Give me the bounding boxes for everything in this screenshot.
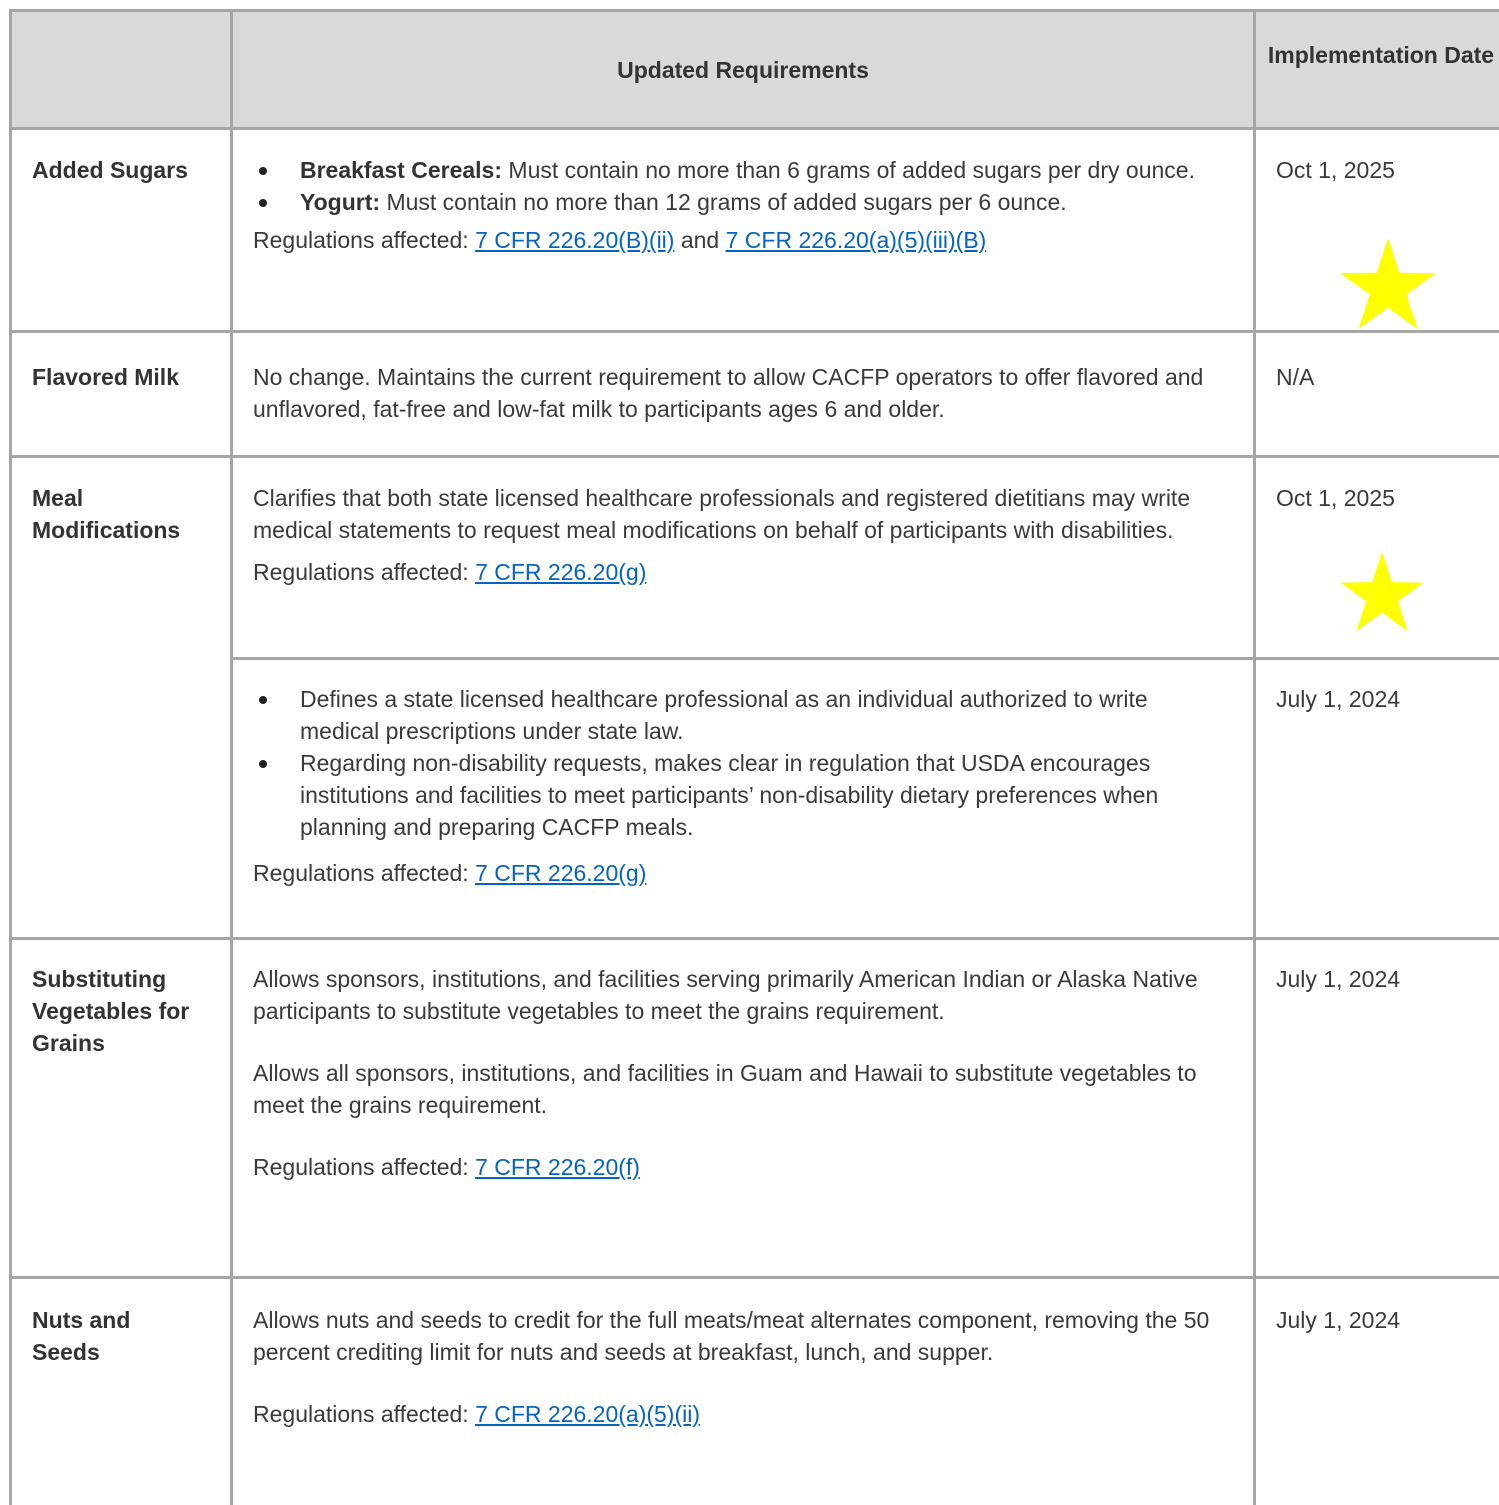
bullet-heading: Yogurt:	[300, 189, 381, 215]
bullet-list	[253, 683, 1233, 843]
column-header-date: Implementation Date	[1267, 42, 1495, 68]
implementation-date: July 1, 2024	[1276, 686, 1401, 712]
regulations-label: Regulations affected:	[253, 860, 476, 886]
implementation-date: Oct 1, 2025	[1276, 157, 1395, 183]
meal-modifications-requirements	[253, 482, 1233, 588]
list-item	[253, 154, 1233, 186]
requirement-text: Allows sponsors, institutions, and facilities serving primarily American Indian or Alaska Native participants to substitute vegetables to meet the grains requirement.	[253, 966, 1198, 1024]
list-item	[253, 683, 1233, 747]
table-border	[9, 9, 1499, 12]
list-item	[253, 186, 1233, 218]
regulation-link[interactable]: 7 CFR 226.20(a)(5)(iii)(B)	[725, 227, 987, 253]
regulation-link[interactable]: 7 CFR 226.20(g)	[475, 860, 647, 886]
column-header-requirements: Updated Requirements	[617, 57, 869, 83]
bullet-heading: Breakfast Cereals:	[300, 157, 503, 183]
meal-modifications-requirements-2	[253, 683, 1233, 889]
regulations-label: Regulations affected:	[253, 559, 476, 585]
implementation-date: Oct 1, 2025	[1276, 485, 1395, 511]
implementation-date: N/A	[1276, 364, 1315, 390]
regulations-affected	[253, 224, 1233, 256]
regulations-affected	[253, 1398, 1233, 1430]
bullet-text: Must contain no more than 12 grams of added sugars per 6 ounce.	[380, 189, 1067, 215]
nuts-and-seeds-requirements	[253, 1304, 1233, 1430]
regulations-label: Regulations affected:	[253, 227, 476, 253]
star-icon	[1340, 238, 1436, 330]
bullet-icon	[259, 760, 267, 768]
bullet-text: Defines a state licensed healthcare professional as an individual authorized to write medical prescriptions under state law.	[300, 686, 1148, 744]
requirement-text: Clarifies that both state licensed healthcare professionals and registered dietitians may write medical statements to request meal modifications on behalf of participants with disabilities.	[253, 485, 1191, 543]
table-border	[9, 455, 1499, 458]
table-border	[1253, 9, 1256, 1505]
bullet-icon	[259, 199, 267, 207]
regulations-label: Regulations affected:	[253, 1154, 476, 1180]
bullet-text: Regarding non-disability requests, makes clear in regulation that USDA encourages institutions and facilities to meet participants’ non-disability dietary preferences when planning and preparing CACFP meals.	[300, 750, 1159, 840]
row-label-nuts-and-seeds: Nuts and Seeds	[32, 1307, 131, 1365]
table-border	[230, 9, 233, 1505]
regulation-link[interactable]: 7 CFR 226.20(g)	[475, 559, 647, 585]
bullet-list	[253, 154, 1233, 218]
row-label-flavored-milk: Flavored Milk	[32, 364, 179, 390]
regulation-link[interactable]: 7 CFR 226.20(f)	[475, 1154, 640, 1180]
regulation-link[interactable]: 7 CFR 226.20(a)(5)(ii)	[475, 1401, 701, 1427]
regulations-label: Regulations affected:	[253, 1401, 476, 1427]
table-border	[9, 1276, 1499, 1279]
bullet-icon	[259, 167, 267, 175]
added-sugars-requirements	[253, 154, 1233, 256]
regulations-separator: and	[674, 227, 726, 253]
regulations-affected	[253, 556, 1233, 588]
table-border	[9, 9, 12, 1505]
row-label-substituting-vegetables: Substituting Vegetables for Grains	[32, 966, 190, 1056]
regulations-affected	[253, 1151, 1233, 1183]
flavored-milk-requirements: No change. Maintains the current requirement to allow CACFP operators to offer flavored and unflavored, fat-free and low-fat milk to participants ages 6 and older.	[253, 364, 1204, 422]
requirement-text: Allows nuts and seeds to credit for the full meats/meat alternates component, removing the 50 percent crediting limit for nuts and seeds at breakfast, lunch, and supper.	[253, 1307, 1210, 1365]
list-item	[253, 747, 1233, 843]
bullet-text: Must contain no more than 6 grams of added sugars per dry ounce.	[502, 157, 1195, 183]
implementation-date: July 1, 2024	[1276, 966, 1401, 992]
table-border	[9, 937, 1499, 940]
table-border	[9, 127, 1499, 130]
substituting-vegetables-requirements	[253, 963, 1233, 1183]
regulation-link[interactable]: 7 CFR 226.20(B)(ii)	[475, 227, 675, 253]
row-label-meal-modifications: Meal Modifications	[32, 485, 181, 543]
bullet-icon	[259, 696, 267, 704]
requirement-text: Allows all sponsors, institutions, and facilities in Guam and Hawaii to substitute vegetables to meet the grains requirement.	[253, 1060, 1197, 1118]
table-border	[9, 330, 1499, 333]
star-icon	[1336, 552, 1428, 632]
table-border	[232, 657, 1499, 660]
implementation-date: July 1, 2024	[1276, 1307, 1401, 1333]
regulations-affected	[253, 857, 1233, 889]
row-label-added-sugars: Added Sugars	[32, 157, 188, 183]
